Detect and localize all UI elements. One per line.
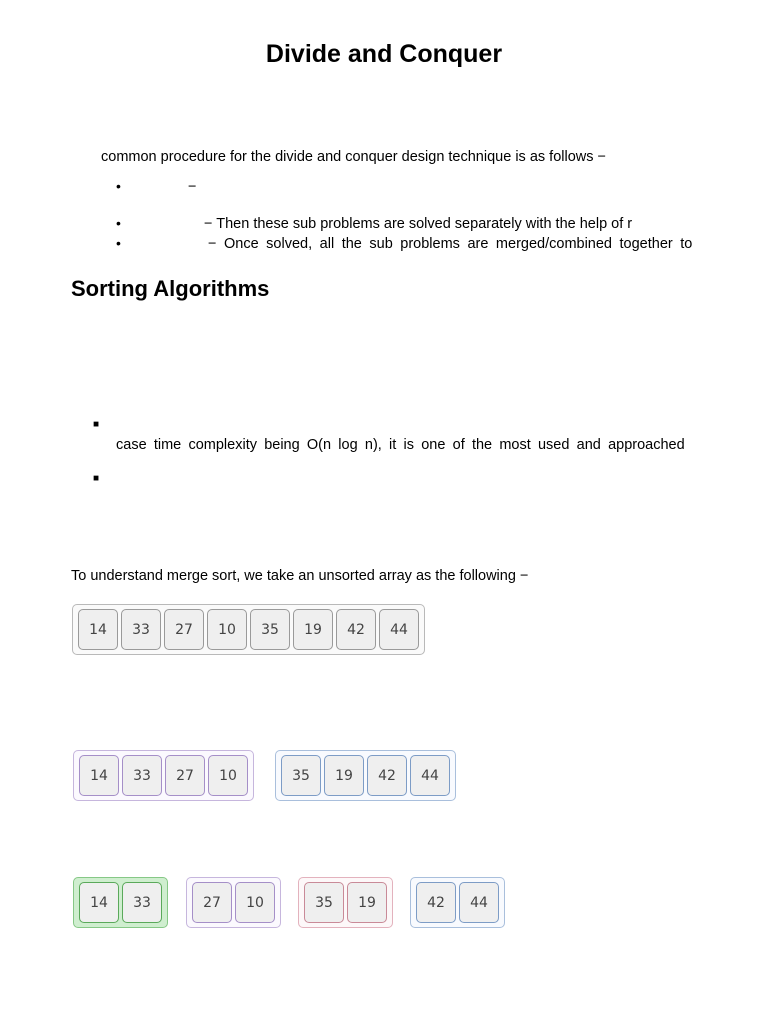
array-cell: 14 [79,755,119,796]
array-cell: 35 [250,609,290,650]
array-cell: 19 [293,609,333,650]
array-cell: 27 [165,755,205,796]
array-cell: 10 [208,755,248,796]
array-cell: 44 [459,882,499,923]
array-cell: 10 [207,609,247,650]
quarter-array-4 [410,877,505,928]
array-cell: 27 [192,882,232,923]
array-cell: 33 [122,755,162,796]
bullet-marker: • [116,178,121,194]
array-cell: 10 [235,882,275,923]
quarter-array-1 [73,877,168,928]
bullet-marker: • [116,215,121,231]
step-1-text: − [188,179,197,195]
array-cell: 42 [336,609,376,650]
array-cell: 35 [304,882,344,923]
array-cell: 14 [79,882,119,923]
right-half-array [275,750,456,801]
array-cell: 42 [416,882,456,923]
square-bullet-marker: ■ [93,473,100,484]
square-bullet-marker: ■ [93,419,100,430]
bullet-marker: • [116,235,121,251]
array-cell: 33 [122,882,162,923]
array-cell: 19 [347,882,387,923]
array-cell: 14 [78,609,118,650]
left-half-array [73,750,254,801]
unsorted-array [72,604,425,655]
array-cell: 33 [121,609,161,650]
sorting-heading: Sorting Algorithms [71,276,270,301]
step-2-text: − Then these sub problems are solved separately with the help of r [204,216,633,232]
array-cell: 44 [379,609,419,650]
page-title: Divide and Conquer [265,40,503,68]
intro-text: common procedure for the divide and conquer design technique is as follows − [101,149,606,165]
merge-bullet-2-text: case time complexity being O(n log n), it is one of the most used and approached [116,437,685,453]
array-cell: 35 [281,755,321,796]
array-cell: 19 [324,755,364,796]
step-3-text: − Once solved, all the sub problems are merged/combined together to [208,236,693,252]
quarter-array-3 [298,877,393,928]
array-cell: 27 [164,609,204,650]
array-cell: 42 [367,755,407,796]
array-cell: 44 [410,755,450,796]
quarter-array-2 [186,877,281,928]
merge-intro-text: To understand merge sort, we take an unsorted array as the following − [71,568,529,584]
